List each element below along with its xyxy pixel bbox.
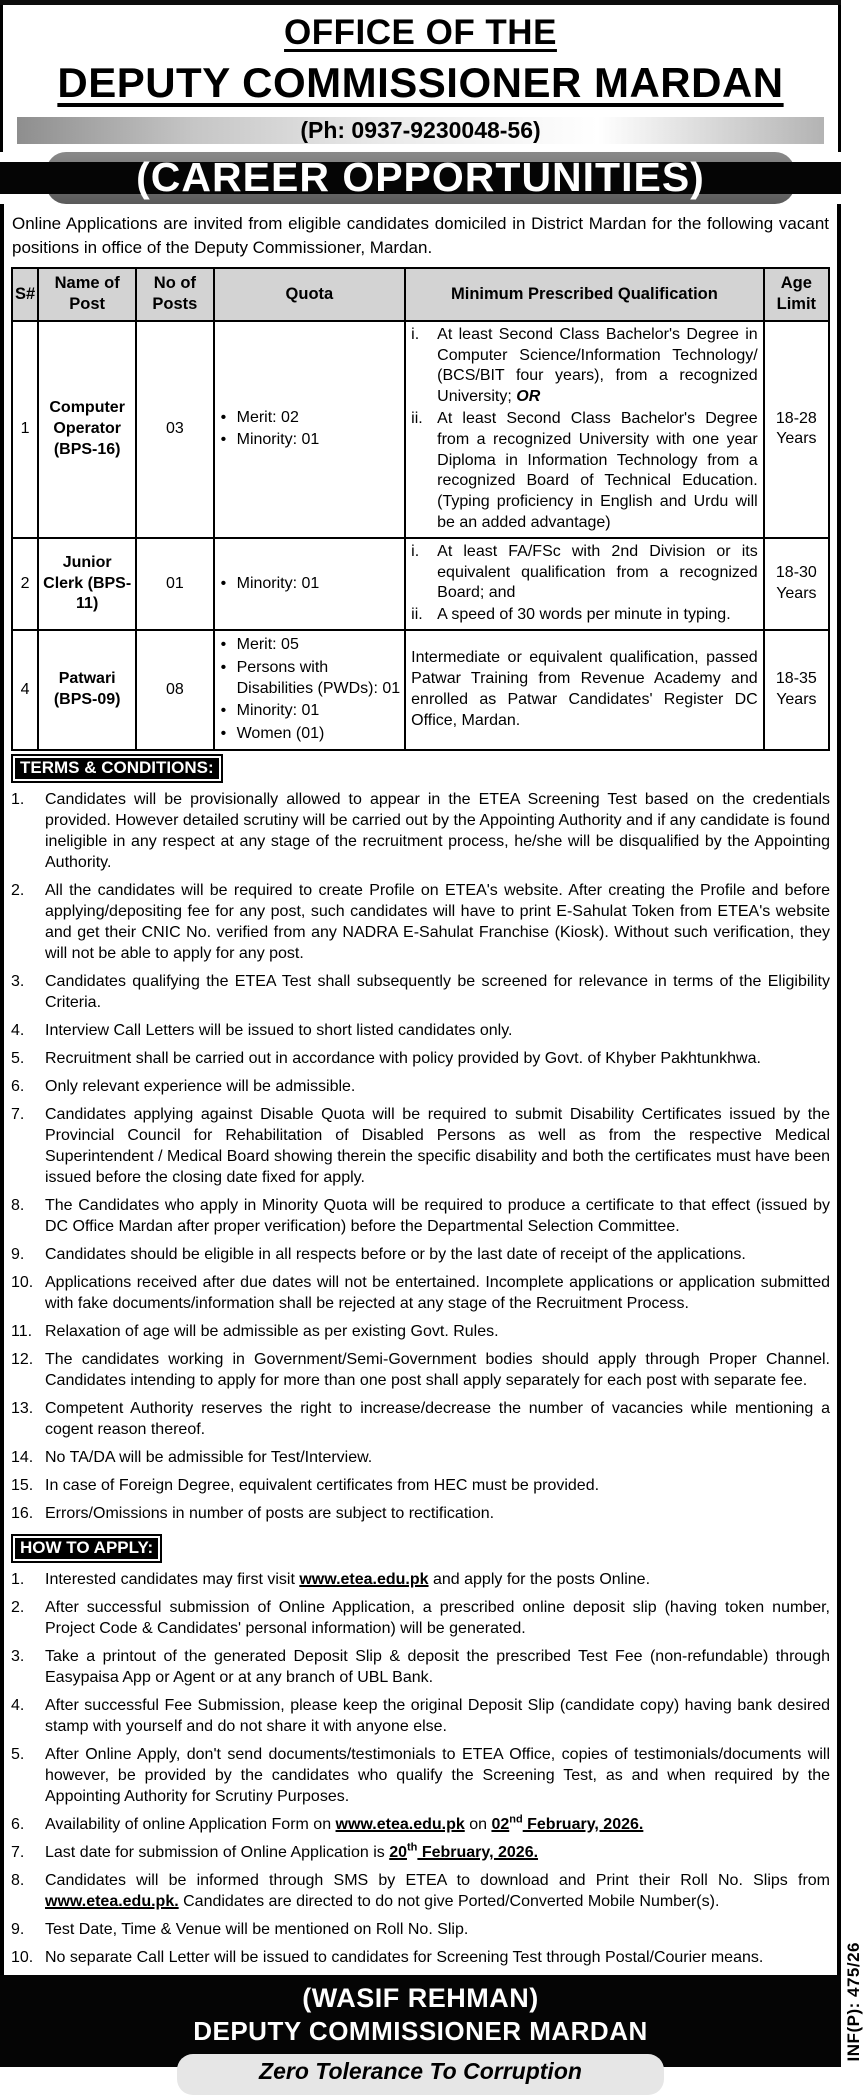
text-segment: www.etea.edu.pk [335,1816,465,1833]
item-text [45,1475,830,1496]
terms-item [11,971,830,1013]
quota-line [221,430,402,451]
item-number: 10. [11,1274,34,1291]
item-text [45,1195,830,1237]
text-segment: February, 2026. [417,1844,539,1861]
how-to-apply-item [11,1842,830,1863]
quota-cell [214,630,406,750]
item-text [45,1695,830,1737]
age-limit-cell: 18-35 Years [764,630,829,750]
item-text [45,1447,830,1468]
text-segment: th [406,1841,418,1854]
column-header: Minimum Prescribed Qualification [405,268,764,321]
qualification-text [437,409,758,534]
quota-text: Minority: 01 [236,702,320,720]
quota-line [221,574,402,595]
terms-item [11,1503,830,1524]
text-segment: Recruitment shall be carried out in accordance with policy provided by Govt. of Khyber Pakhtunkhwa. [45,1050,761,1067]
item-text [45,1076,830,1097]
quota-text: Persons with Disabilities (PWDs): 01 [236,658,401,697]
text-segment: The Candidates who apply in Minority Quota will be required to produce a certificate to that effect (issued by DC Office Mardan after proper verification) before the Departmental Selection Committee. [45,1197,830,1235]
quota-line [221,724,402,745]
office-header [0,5,841,152]
text-segment: A speed of 30 words per minute in typing. [437,606,731,624]
table-row [12,538,829,630]
item-text [45,1919,830,1940]
text-segment: Interview Call Letters will be issued to short listed candidates only. [45,1022,513,1039]
item-text [45,1646,830,1688]
qualification-item [411,542,758,604]
text-segment: All the candidates will be required to create Profile on ETEA's website. After creating the Profile and before applying/depositing fee for any post, such candidates will have to print E-Sahulat Token from ETEA's website and get their CNIC No. verified from any NADRA E-Sahulat Franchise (Kiosk). Without such verification, they will not be able to apply for any post. [45,882,830,962]
vacancy-table-body [12,321,829,750]
item-number: 3. [11,1648,25,1665]
vacancy-table-head [12,268,829,321]
age-limit-cell: 18-30 Years [764,538,829,630]
item-number: 6. [11,1816,25,1833]
item-text [45,1569,830,1590]
item-number: 1. [11,1571,25,1588]
how-to-apply-item [11,1597,830,1639]
text-segment: Candidates are directed to do not give Ported/Converted Mobile Number(s). [178,1893,720,1910]
terms-item [11,1076,830,1097]
item-text [45,1870,830,1912]
text-segment: Candidates applying against Disable Quota will be required to submit Disability Certificates issued by the Provincial Council for Rehabilitation of Disabled Persons as well as from the respective Medical Superintendent / Medical Board showing therein the specific disability and both the certificates must have been issued before the closing date fixed for apply. [45,1106,830,1186]
table-row [12,630,829,750]
terms-item [11,1475,830,1496]
advert-body [0,204,841,1975]
bullet-icon: • [220,658,227,676]
bullet-icon: • [220,574,227,592]
signatory-title: DEPUTY COMMISSIONER MARDAN [193,2016,648,2046]
bullet-icon: • [220,702,227,720]
phone-bar [17,117,824,144]
terms-list [11,789,830,1524]
qualification-text [437,605,758,626]
item-number: 13. [11,1400,34,1417]
quota-cell [214,321,406,538]
item-text [45,1244,830,1265]
text-segment: 02 [491,1816,510,1833]
text-segment: Relaxation of age will be admissible as per existing Govt. Rules. [45,1323,499,1340]
item-number: 16. [11,1505,34,1522]
how-to-apply-heading [11,1534,162,1563]
terms-heading-text: TERMS & CONDITIONS: [20,758,214,777]
item-number: 12. [11,1351,34,1368]
column-header: S# [12,268,38,321]
qualification-item [411,648,758,731]
terms-item [11,1104,830,1188]
terms-item [11,1244,830,1265]
item-number: 11. [11,1323,33,1340]
item-number: 6. [11,1078,25,1095]
item-text [45,1048,830,1069]
quota-text: Merit: 02 [236,408,299,426]
quota-line [221,408,402,429]
item-number: 3. [11,973,25,990]
terms-item [11,1020,830,1041]
text-segment: Intermediate or equivalent qualification, passed Patwar Training from Revenue Academy and enrolled as Patwar Candidates' Register DC Office, Mardan. [411,649,758,729]
quota-text: Women (01) [236,725,325,743]
item-text [45,1947,830,1968]
qualification-text [437,325,758,408]
item-text [45,1321,830,1342]
text-segment: February, 2026. [522,1816,644,1833]
posts-count-cell: 08 [136,630,213,750]
bullet-icon: • [220,636,227,654]
terms-item [11,1048,830,1069]
phone-number: (Ph: 0937-9230048-56) [300,116,541,143]
text-segment: Take a printout of the generated Deposit Slip & deposit the prescribed Test Fee (non-refundable) through Easypaisa App or Agent or at any branch of UBL Bank. [45,1648,830,1686]
item-text [45,1349,830,1391]
text-segment: Interested candidates may first visit [45,1571,300,1588]
qualification-cell [405,630,764,750]
text-segment: Candidates will be informed through SMS by ETEA to download and Print their Roll No. Slips from [45,1872,830,1889]
text-segment: No separate Call Letter will be issued to candidates for Screening Test through Postal/Courier means. [45,1949,764,1966]
item-number: 8. [11,1197,25,1214]
how-to-apply-item [11,1695,830,1737]
age-limit-cell: 18-28 Years [764,321,829,538]
item-number: 2. [11,882,25,899]
bullet-icon: • [220,431,227,449]
slogan-text: Zero Tolerance To Corruption [259,2058,582,2084]
text-segment: After Online Apply, don't send documents/testimonials to ETEA Office, copies of testimonials/documents will however, be provided by the candidates who qualify the Screening Test, as and when required by the Appointing Authority for Scrutiny Purposes. [45,1746,830,1805]
how-to-apply-item [11,1919,830,1940]
item-text [45,880,830,964]
item-number: 14. [11,1449,34,1466]
slogan-pill [177,2054,665,2095]
quota-cell [214,538,406,630]
text-segment: OR [516,388,541,406]
qualification-marker: i. [411,542,420,560]
column-header: Quota [214,268,406,321]
posts-count-cell: 01 [136,538,213,630]
terms-item [11,1349,830,1391]
item-number: 4. [11,1022,25,1039]
how-to-apply-item [11,1646,830,1688]
item-number: 5. [11,1746,25,1763]
item-text [45,1744,830,1807]
serial-cell: 2 [12,538,38,630]
career-banner [0,152,841,204]
header-row [12,268,829,321]
qualification-text [437,542,758,604]
text-segment: Errors/Omissions in number of posts are subject to rectification. [45,1505,495,1522]
post-name-cell: Junior Clerk (BPS-11) [38,538,136,630]
text-segment: After successful Fee Submission, please keep the original Deposit Slip (candidate copy) having bank desired stamp with yourself and do not share it with anyone else. [45,1697,830,1735]
text-segment: Test Date, Time & Venue will be mentioned on Roll No. Slip. [45,1921,469,1938]
column-header: Age Limit [764,268,829,321]
signature-footer [0,1975,841,2084]
how-to-apply-heading-text: HOW TO APPLY: [20,1538,154,1557]
column-header: No of Posts [136,268,213,321]
item-text [45,789,830,873]
terms-item [11,1272,830,1314]
text-segment: 20 [389,1844,407,1861]
post-name-cell: Patwari (BPS-09) [38,630,136,750]
text-segment: At least FA/FSc with 2nd Division or its equivalent qualification from a recognized Board; and [437,542,758,602]
qualification-item [411,325,758,408]
item-text [45,971,830,1013]
item-number: 15. [11,1477,34,1494]
vacancy-table [11,267,830,751]
terms-item [11,880,830,964]
terms-item [11,1398,830,1440]
post-name-cell: Computer Operator (BPS-16) [38,321,136,538]
advert-number: INF(P): 475/26 [844,1941,863,2061]
column-header: Name of Post [38,268,136,321]
how-to-apply-item [11,1814,830,1835]
quota-line [221,635,402,656]
item-number: 9. [11,1246,25,1263]
signatory-name: (WASIF REHMAN) [302,1983,539,2013]
text-segment: At least Second Class Bachelor's Degree in Computer Science/Information Technology/ (BCS/BIT four years), from a recognized University; [437,325,758,406]
item-text [45,1398,830,1440]
bullet-icon: • [220,725,227,743]
text-segment: After successful submission of Online Application, a prescribed online deposit slip (having token number, Project Code & Candidates' personal information) will be generated. [45,1599,830,1637]
quota-text: Minority: 01 [236,431,320,449]
quota-text: Minority: 01 [236,574,320,592]
item-number: 2. [11,1599,25,1616]
how-to-apply-item [11,1569,830,1590]
item-text [45,1842,830,1863]
how-to-apply-item [11,1947,830,1968]
item-number: 1. [11,791,25,808]
quota-text: Merit: 05 [236,636,299,654]
text-segment: nd [509,1813,523,1826]
item-text [45,1020,830,1041]
serial-cell: 1 [12,321,38,538]
text-segment: on [464,1816,492,1833]
item-number: 7. [11,1844,25,1861]
text-segment: Competent Authority reserves the right to increase/decrease the number of vacancies while mentioning a cogent reason thereof. [45,1400,830,1438]
posts-count-cell: 03 [136,321,213,538]
office-title-line1: OFFICE OF THE [284,12,557,52]
terms-item [11,1195,830,1237]
item-text [45,1272,830,1314]
item-number: 8. [11,1872,25,1889]
table-row [12,321,829,538]
item-number: 9. [11,1921,25,1938]
item-text [45,1104,830,1188]
career-banner-title: (CAREER OPPORTUNITIES) [0,162,841,194]
terms-heading [11,754,223,783]
qualification-marker: i. [411,325,420,343]
text-segment: In case of Foreign Degree, equivalent certificates from HEC must be provided. [45,1477,600,1494]
qualification-marker: ii. [411,410,423,428]
how-to-apply-list [11,1569,830,1968]
item-text [45,1503,830,1524]
how-to-apply-item [11,1744,830,1807]
bullet-icon: • [220,408,227,426]
qualification-item [411,605,758,626]
how-to-apply-item [11,1870,830,1912]
text-segment: www.etea.edu.pk [299,1571,429,1588]
quota-line [221,701,402,722]
qualification-item [411,409,758,534]
text-segment: Applications received after due dates will not be entertained. Incomplete applications or application submitted with fake documents/information shall be rejected at any stage of the Recruitment Process. [45,1274,830,1312]
serial-cell: 4 [12,630,38,750]
qualification-marker: ii. [411,606,423,624]
terms-item [11,789,830,873]
text-segment: Only relevant experience will be admissible. [45,1078,356,1095]
qualification-text [411,648,758,731]
text-segment: Candidates will be provisionally allowed to appear in the ETEA Screening Test based on the credentials provided. However detailed scrutiny will be carried out by the Appointing Authority and if any candidate is found ineligible in any respect at any stage of the recruitment process, he/she will be disqualified by the Appointing Authority. [45,791,830,871]
text-segment: Availability of online Application Form on [45,1816,336,1833]
terms-item [11,1447,830,1468]
item-text [45,1814,830,1835]
terms-item [11,1321,830,1342]
office-title-line2: DEPUTY COMMISSIONER MARDAN [57,58,784,106]
text-segment: www.etea.edu.pk. [45,1893,179,1910]
text-segment: and apply for the posts Online. [428,1571,651,1588]
item-number: 7. [11,1106,25,1123]
text-segment: Candidates qualifying the ETEA Test shall subsequently be screened for relevance in terms of the Eligibility Criteria. [45,973,830,1011]
text-segment: No TA/DA will be admissible for Test/Interview. [45,1449,373,1466]
item-number: 10. [11,1949,34,1966]
quota-line [221,658,402,700]
qualification-cell [405,321,764,538]
text-segment: Last date for submission of Online Application is [45,1844,390,1861]
item-number: 4. [11,1697,25,1714]
text-segment: At least Second Class Bachelor's Degree from a recognized University with one year Diploma in Information Technology from a recognized Board of Technical Education. (Typing proficiency in English and Urdu will be an added advantage) [437,410,758,532]
intro-paragraph: Online Applications are invited from eligible candidates domiciled in District Mardan for the following vacant positions in office of the Deputy Commissioner, Mardan. [12,213,829,258]
text-segment: Candidates should be eligible in all respects before or by the last date of receipt of the applications. [45,1246,746,1263]
item-text [45,1597,830,1639]
text-segment: The candidates working in Government/Semi-Government bodies should apply through Proper Channel. Candidates intending to apply for more than one post shall apply separately for each post with separate fee. [45,1351,830,1389]
item-number: 5. [11,1050,25,1067]
qualification-cell [405,538,764,630]
